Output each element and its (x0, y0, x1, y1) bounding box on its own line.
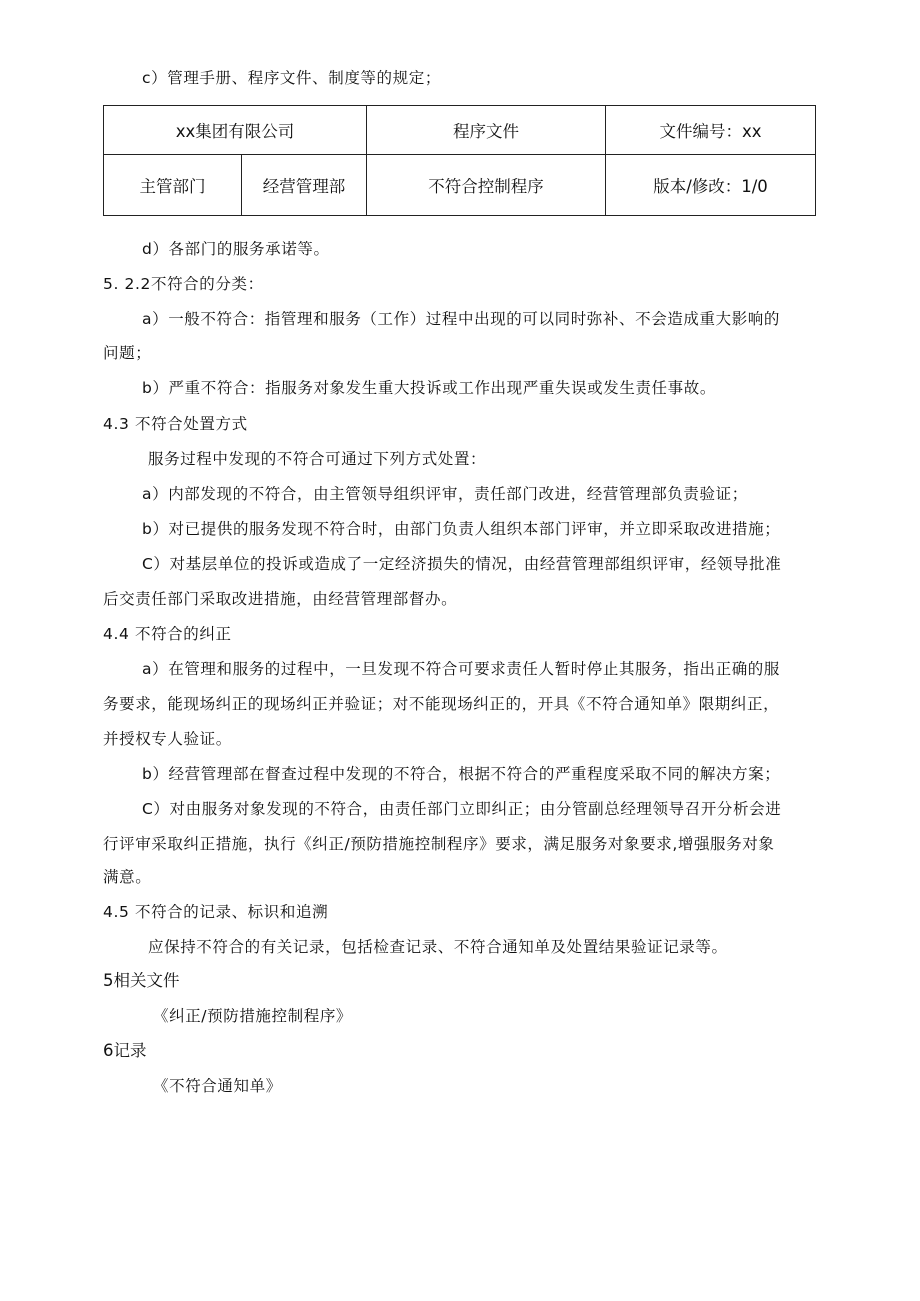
company-name-cell: xx集团有限公司 (104, 106, 367, 155)
paragraph-line: 后交责任部门采取改进措施，由经营管理部督办。 (103, 590, 458, 608)
paragraph-line: 行评审采取纠正措施，执行《纠正/预防措施控制程序》要求，满足服务对象要求,增强服务对象 (103, 835, 775, 853)
paragraph-line: 问题； (103, 344, 152, 362)
section-heading: 5. 2.2不符合的分类： (103, 275, 264, 293)
section-heading: 4.4 不符合的纠正 (103, 625, 232, 643)
paragraph-line: a）内部发现的不符合，由主管领导组织评审，责任部门改进，经营管理部负责验证； (142, 485, 748, 503)
clause-d-line: d）各部门的服务承诺等。 (142, 240, 330, 258)
paragraph-line: 应保持不符合的有关记录，包括检查记录、不符合通知单及处置结果验证记录等。 (148, 938, 728, 956)
record-item: 《不符合通知单》 (153, 1077, 282, 1095)
document-header-table (103, 105, 816, 216)
paragraph-line: 务要求，能现场纠正的现场纠正并验证；对不能现场纠正的，开具《不符合通知单》限期纠正， (103, 695, 780, 713)
doc-type-cell: 程序文件 (367, 106, 606, 155)
section-6-title: 6记录 (103, 1041, 147, 1060)
paragraph-line: a）一般不符合：指管理和服务（工作）过程中出现的可以同时弥补、不会造成重大影响的 (142, 310, 781, 328)
clause-c-line: c）管理手册、程序文件、制度等的规定； (142, 69, 441, 87)
paragraph-line: 服务过程中发现的不符合可通过下列方式处置： (148, 450, 487, 468)
section-heading: 4.5 不符合的记录、标识和追溯 (103, 903, 329, 921)
version-cell: 版本/修改：1/0 (606, 155, 816, 216)
paragraph-line: C）对由服务对象发现的不符合，由责任部门立即纠正；由分管副总经理领导召开分析会进 (142, 800, 782, 818)
paragraph-line: b）经营管理部在督查过程中发现的不符合，根据不符合的严重程度采取不同的解决方案； (142, 765, 781, 783)
paragraph-line: 并授权专人验证。 (103, 730, 232, 748)
related-document-item: 《纠正/预防措施控制程序》 (153, 1007, 353, 1025)
dept-label-cell: 主管部门 (104, 155, 242, 216)
paragraph-line: b）对已提供的服务发现不符合时，由部门负责人组织本部门评审，并立即采取改进措施； (142, 520, 781, 538)
section-heading: 4.3 不符合处置方式 (103, 415, 248, 433)
section-5-title: 5相关文件 (103, 971, 180, 990)
procedure-name-cell: 不符合控制程序 (367, 155, 606, 216)
dept-value-cell: 经营管理部 (242, 155, 367, 216)
paragraph-line: b）严重不符合：指服务对象发生重大投诉或工作出现严重失误或发生责任事故。 (142, 379, 716, 397)
paragraph-line: C）对基层单位的投诉或造成了一定经济损失的情况，由经营管理部组织评审，经领导批准 (142, 555, 782, 573)
paragraph-line: a）在管理和服务的过程中，一旦发现不符合可要求责任人暂时停止其服务，指出正确的服 (142, 660, 781, 678)
paragraph-line: 满意。 (103, 868, 152, 886)
doc-number-cell: 文件编号：xx (606, 106, 816, 155)
